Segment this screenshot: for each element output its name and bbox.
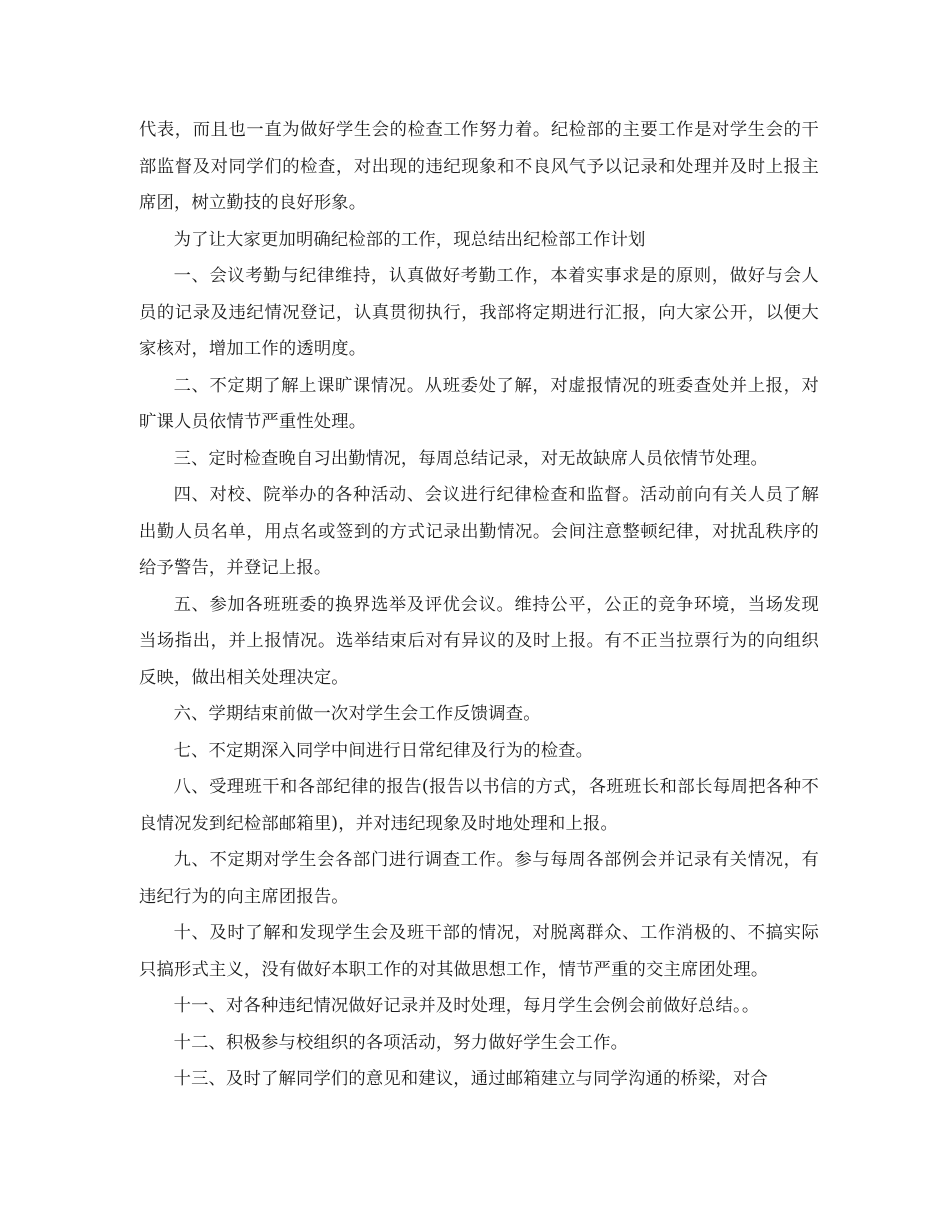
paragraph-item-2: 二、不定期了解上课旷课情况。从班委处了解，对虚报情况的班委查处并上报，对旷课人员依情节严重性处理。 [139,375,819,432]
document-body [139,112,819,1098]
paragraph-item-5: 五、参加各班班委的换界选举及评优会议。维持公平，公正的竞争环境，当场发现当场指出，并上报情况。选举结束后对有异议的及时上报。有不正当拉票行为的向组织反映，做出相关处理决定。 [139,594,819,688]
paragraph-item-1: 一、会议考勤与纪律维持，认真做好考勤工作，本着实事求是的原则，做好与会人员的记录及违纪情况登记，认真贯彻执行，我部将定期进行汇报，向大家公开，以便大家核对，增加工作的透明度。 [139,266,819,359]
paragraph-plan-lead: 为了让大家更加明确纪检部的工作，现总结出纪检部工作计划 [173,229,646,250]
paragraph-item-13: 十三、及时了解同学们的意见和建议，通过邮箱建立与同学沟通的桥梁，对合 [173,1069,768,1089]
paragraph-item-10: 十、及时了解和发现学生会及班干部的情况，对脱离群众、工作消极的、不搞实际只搞形式主义，没有做好本职工作的对其做思想工作，情节严重的交主席团处理。 [139,923,819,980]
paragraph-item-9: 九、不定期对学生会各部门进行调查工作。参与每周各部例会并记录有关情况，有违纪行为的向主席团报告。 [139,850,819,907]
paragraph-intro: 代表，而且也一直为做好学生会的检查工作努力着。纪检部的主要工作是对学生会的干部监督及对同学们的检查，对出现的违纪现象和不良风气予以记录和处理并及时上报主席团，树立勤技的良好形象。 [139,120,819,213]
paragraph-item-8: 八、受理班干和各部纪律的报告(报告以书信的方式，各班班长和部长每周把各种不良情况发到纪检部邮箱里)，并对违纪现象及时地处理和上报。 [139,777,819,834]
paragraph-item-4: 四、对校、院举办的各种活动、会议进行纪律检查和监督。活动前向有关人员了解出勤人员名单，用点名或签到的方式记录出勤情况。会间注意整顿纪律，对扰乱秩序的给予警告，并登记上报。 [139,485,819,578]
paragraph-item-6: 六、学期结束前做一次对学生会工作反馈调查。 [173,704,541,724]
paragraph-item-12: 十二、积极参与校组织的各项活动，努力做好学生会工作。 [173,1032,629,1053]
paragraph-item-7: 七、不定期深入同学中间进行日常纪律及行为的检查。 [173,740,594,761]
paragraph-item-3: 三、定时检查晚自习出勤情况，每周总结记录，对无故缺席人员依情节处理。 [173,448,768,469]
paragraph-item-11: 十一、对各种违纪情况做好记录并及时处理，每月学生会例会前做好总结。。 [173,996,760,1016]
